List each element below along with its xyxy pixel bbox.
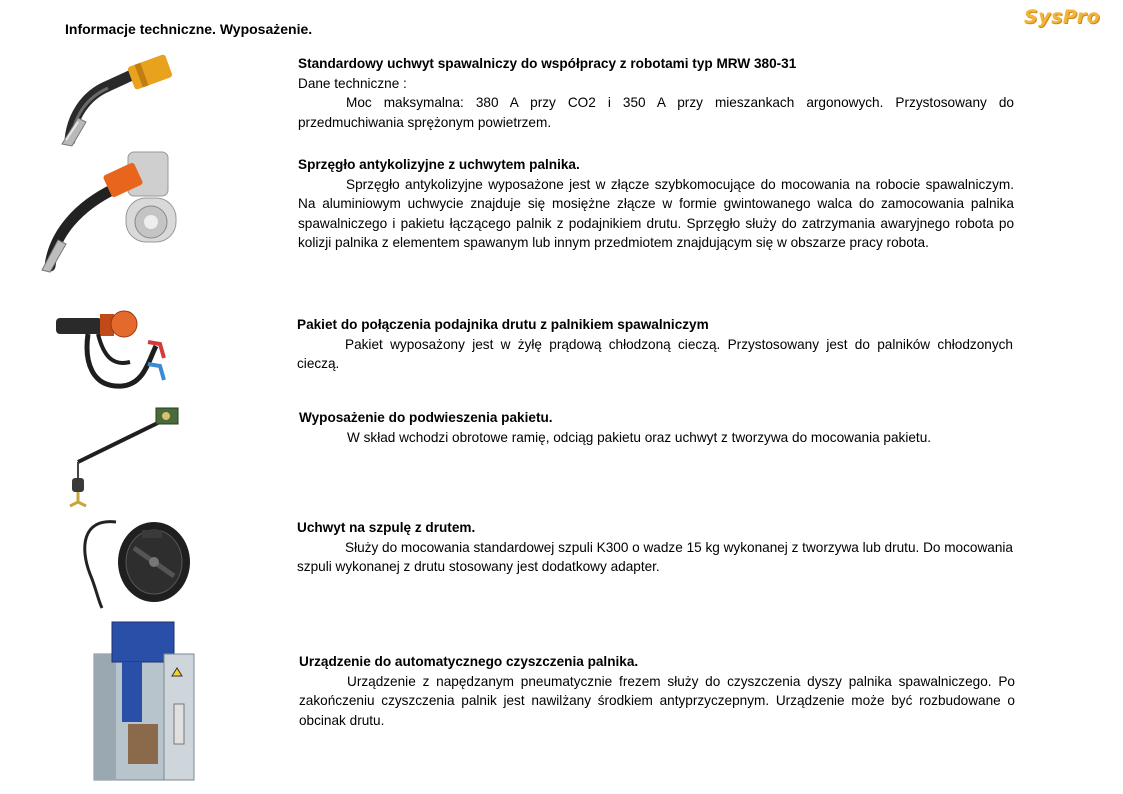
anti-collision-coupling-image	[36, 150, 186, 274]
item-text: Pakiet wyposażony jest w żyłę prądową chłodzoną cieczą. Przystosowany jest do palników chłodzonych cieczą.	[297, 336, 1013, 371]
item-heading: Standardowy uchwyt spawalniczy do współpracy z robotami typ MRW 380-31	[298, 56, 797, 71]
item-heading: Uchwyt na szpulę z drutem.	[297, 520, 476, 535]
item-text: Urządzenie z napędzanym pneumatycznie frezem służy do czyszczenia dyszy palnika spawalniczego. Po zakończeniu czyszczenia palnik jest nawilżany środkiem antyprzyczepnym. Urządzenie może być rozbudowane o obcinak drutu.	[299, 673, 1015, 728]
item-cleaning-station	[299, 652, 1015, 730]
item-subheading: Dane techniczne :	[298, 75, 407, 91]
item-coupling	[298, 155, 1014, 253]
item-text: W skład wchodzi obrotowe ramię, odciąg pakietu oraz uchwyt z tworzywa do mocowania pakietu.	[347, 429, 932, 445]
syspro-logo: SysPro	[1024, 6, 1101, 28]
item-heading: Urządzenie do automatycznego czyszczenia palnika.	[299, 654, 639, 669]
item-heading: Pakiet do połączenia podajnika drutu z palnikiem spawalniczym	[297, 317, 709, 332]
item-text: Moc maksymalna: 380 A przy CO2 i 350 A przy mieszankach argonowych. Przystosowany do przedmuchiwania sprężonym powietrzem.	[298, 95, 1014, 130]
item-heading: Sprzęgło antykolizyjne z uchwytem palnika.	[298, 157, 580, 172]
item-suspension	[299, 408, 1015, 447]
item-heading: Wyposażenie do podwieszenia pakietu.	[299, 410, 553, 425]
item-torch	[298, 54, 1014, 132]
suspension-arm-image	[60, 402, 184, 510]
item-hose-package	[297, 315, 1013, 374]
hose-package-image	[48, 302, 174, 398]
torch-cleaning-station-image	[78, 614, 206, 786]
item-text: Sprzęgło antykolizyjne wyposażone jest w złącze szybkomocujące do mocowania na robocie spawalniczym. Na aluminiowym uchwycie znajduje się mosiężne złącze w formie gwintowanego walca do zamocowania palnika spawalniczego i pakietu łączącego palnik z podajnikiem drutu. Sprzęgło służy do zatrzymania awaryjnego robota po kolizji palnika z elementem spawanym lub innym przedmiotem znajdującym się w obszarze pracy robota.	[298, 176, 1014, 250]
welding-torch-image	[42, 48, 182, 148]
item-spool-holder	[297, 518, 1013, 577]
page-title: Informacje techniczne. Wyposażenie.	[65, 21, 313, 37]
wire-spool-holder-image	[72, 508, 202, 614]
item-text: Służy do mocowania standardowej szpuli K300 o wadze 15 kg wykonanej z tworzywa lub drutu. Do mocowania szpuli wykonanej z drutu stosowany jest dodatkowy adapter.	[297, 539, 1013, 574]
